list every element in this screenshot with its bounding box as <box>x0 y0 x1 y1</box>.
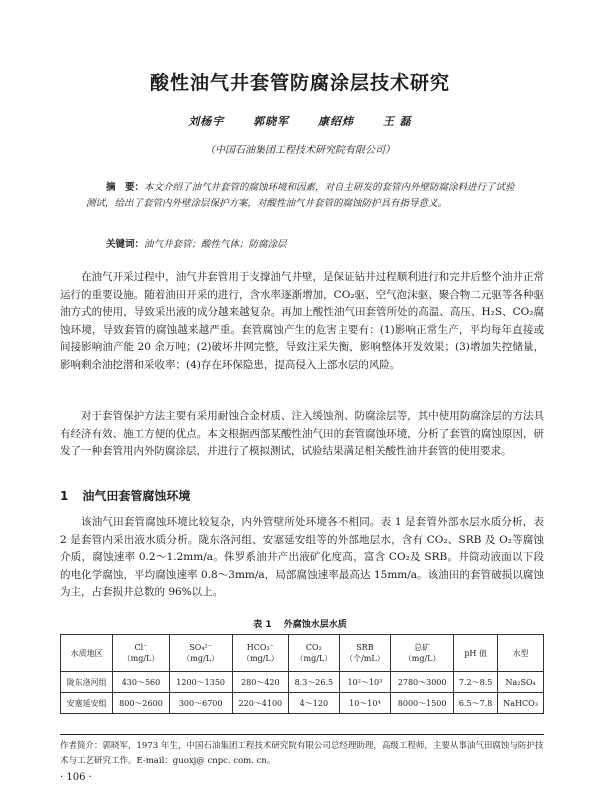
abstract <box>86 180 516 212</box>
author-list <box>0 113 600 129</box>
table-row <box>61 693 544 714</box>
table-caption <box>0 617 600 630</box>
table-header-cell: HCO₃⁻ （mg/L） <box>232 635 289 672</box>
table-cell: 10²～10³ <box>339 672 391 693</box>
paper-title: 酸性油气井套管防腐涂层技术研究 <box>149 72 450 94</box>
table-number: 表 1 <box>253 620 272 630</box>
table-cell: 陇东洛河组 <box>61 672 113 693</box>
author-name: 刘杨宇 <box>188 115 225 128</box>
section-title: 油气田套管腐蚀环境 <box>82 489 191 503</box>
table-header-row <box>61 635 544 672</box>
table-cell: 300～6700 <box>169 693 232 714</box>
body-paragraph-3: 该油气田套管腐蚀环境比较复杂，内外管壁所处环境各不相同。表 1 是套管外部水层水质分析，表 2 是套管内采出液水质分析。陇东洛河组、安塞延安组等的外部地层水，含有 CO₂、SRB 及 O₂等腐蚀介质，腐蚀速率 0.2～1.2mm/a。侏罗系油井产出液矿化度高，富含 CO₂及 SRB。井筒动液面以下段的电化学腐蚀，平均腐蚀速率 0.8～3mm/a，局部腐蚀速率最高达 15mm/a。该油田的套管破损以腐蚀为主，占套损井总数的 96%以上。 <box>60 516 544 599</box>
body-paragraph-2: 对于套管保护方法主要有采用耐蚀合金材质、注入缓蚀剂、防腐涂层等，其中使用防腐涂层的方法具有经济有效、施工方便的优点。本文根据西部某酸性油气田的套管腐蚀环境，分析了套管的腐蚀原因，研发了一种套管用内外防腐涂层，并进行了模拟测试，试验结果满足相关酸性油井套管的使用要求。 <box>60 410 544 458</box>
footnote-divider <box>60 734 544 735</box>
table-header-cell: Cl⁻ （mg/L） <box>113 635 170 672</box>
table-header-cell: SO₄²⁻ （mg/L） <box>169 635 232 672</box>
keywords <box>106 236 516 250</box>
author-footnote: 作者简介：郭晓军，1973 年生，中国石油集团工程技术研究院有限公司总经理助理，高级工程师，主要从事油气田腐蚀与防护技术与工艺研究工作。E-mail：guoxj@ cnpc. com. cn。 <box>60 741 544 766</box>
table-cell: 8.3～26.5 <box>289 672 339 693</box>
table-cell: 430～560 <box>113 672 170 693</box>
table-cell: Na₂SO₄ <box>498 672 544 693</box>
table-cell: 4～120 <box>289 693 339 714</box>
table-cell: 2780～3000 <box>391 672 454 693</box>
table-cell: 10～10⁴ <box>339 693 391 714</box>
table-caption-text: 外腐蚀水层水质 <box>283 620 347 630</box>
affiliation: （中国石油集团工程技术研究院有限公司） <box>205 145 395 156</box>
table-cell: 280～420 <box>232 672 289 693</box>
abstract-label: 摘 要： <box>106 182 145 193</box>
table-header-cell: 总矿 （mg/L） <box>391 635 454 672</box>
water-quality-table <box>60 634 544 714</box>
table-header-cell: SRB （个/mL） <box>339 635 391 672</box>
table-header-cell: pH 值 <box>454 635 498 672</box>
table-cell: 220～4100 <box>232 693 289 714</box>
page-number: · 106 · <box>60 772 92 783</box>
author-name: 王 磊 <box>382 115 412 128</box>
table-cell: NaHCO₃ <box>498 693 544 714</box>
table-cell: 6.5～7.8 <box>454 693 498 714</box>
table-cell: 800～2600 <box>113 693 170 714</box>
table-cell: 安塞延安组 <box>61 693 113 714</box>
keywords-label: 关键词： <box>106 239 145 250</box>
section-number: 1 <box>60 489 69 503</box>
table-header-cell: CO₂ （mg/L） <box>289 635 339 672</box>
table-cell: 7.2～8.5 <box>454 672 498 693</box>
section-heading <box>60 487 190 504</box>
table-cell: 8000～1500 <box>391 693 454 714</box>
abstract-text: 本文介绍了油气井套管的腐蚀环境和因素，对自主研发的套管内外壁防腐涂料进行了试验测试，给出了套管内外壁涂层保护方案，对酸性油气井套管的腐蚀防护具有指导意义。 <box>86 182 515 209</box>
author-name: 康绍炜 <box>318 115 354 128</box>
table-header-cell: 水型 <box>498 635 544 672</box>
author-name: 郭晓军 <box>253 115 290 128</box>
table-cell: 1200～1350 <box>169 672 232 693</box>
table-row <box>61 672 544 693</box>
body-paragraph-1: 在油气开采过程中，油气井套管用于支撑油气井壁，是保证钻井过程顺利进行和完井后整个油井正常运行的重要设施。随着油田开采的进行，含水率逐渐增加，CO₂驱、空气泡沫驱、聚合物二元驱等各种驱油方式的使用，导致采出液的成分越来越复杂。再加上酸性油气田套管所处的高温、高压、H₂S、CO₂腐蚀环境，导致套管的腐蚀越来越严重。套管腐蚀产生的危害主要有：(1)影响正常生产，平均每年直接或间接影响油产能 20 余万吨；(2)破坏井网完整，导致注采失衡，影响整体开发效果；(3)增加失控储量，影响剩余油挖潜和采收率；(4)存在环保隐患，提高侵入上部水层的风险。 <box>60 271 544 371</box>
keywords-text: 油气井套管；酸性气体；防腐涂层 <box>144 239 287 250</box>
table-header-cell: 水质地区 <box>61 635 113 672</box>
